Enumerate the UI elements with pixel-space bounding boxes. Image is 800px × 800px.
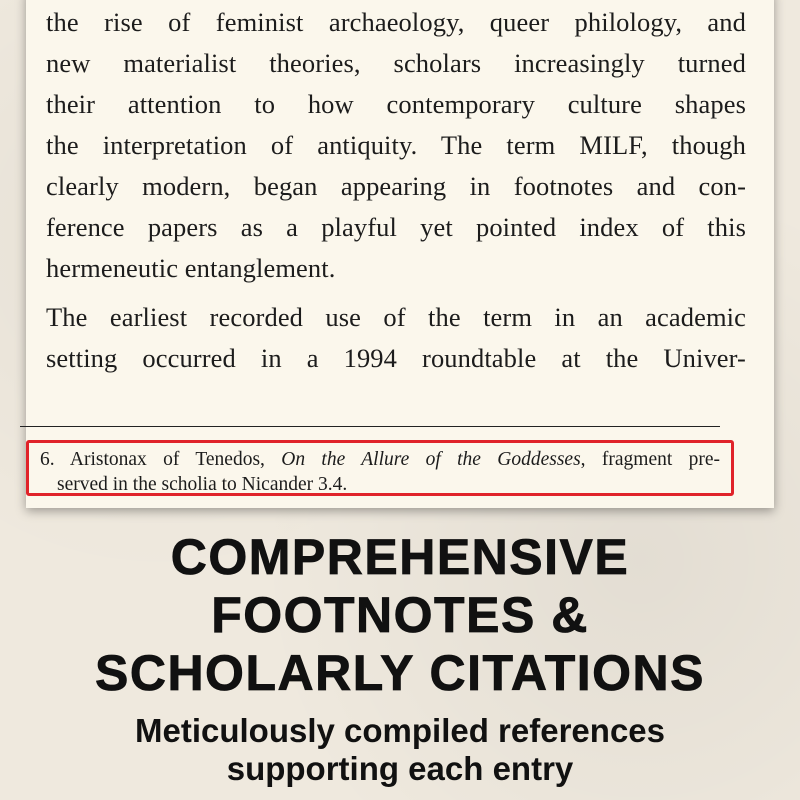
footnote-work-title: On the Allure of the Goddesses: [281, 449, 581, 470]
paragraph-line: new materialist theories, scholars increasingly turned: [46, 48, 746, 78]
paragraph-line: setting occurred in a 1994 roundtable at the Univer-: [46, 343, 746, 373]
paragraph-line: ference papers as a playful yet pointed index of this: [46, 212, 746, 242]
footnote-suffix: , fragment pre-: [580, 449, 720, 470]
footnote-line: [40, 447, 720, 472]
paragraph-line: the interpretation of antiquity. The term MILF, though: [46, 130, 746, 160]
banner-subheadline: [0, 712, 800, 788]
paragraph-line: their attention to how contemporary culture shapes: [46, 89, 746, 119]
subheadline-line: supporting each entry: [226, 750, 574, 787]
paragraph-1: [46, 2, 746, 289]
headline-line: FOOTNOTES &: [211, 587, 589, 643]
footnote-prefix: 6. Aristonax of Tenedos,: [40, 449, 282, 470]
paragraph-2: [46, 297, 746, 379]
paragraph-line: The earliest recorded use of the term in an academic: [46, 302, 746, 332]
paragraph-line: clearly modern, began appearing in footnotes and con-: [46, 171, 746, 201]
paragraph-line: the rise of feminist archaeology, queer philology, and: [46, 7, 746, 37]
subheadline-line: Meticulously compiled references: [134, 712, 665, 749]
headline-line: SCHOLARLY CITATIONS: [94, 645, 706, 701]
headline-line: COMPREHENSIVE: [170, 529, 630, 585]
footnote-6: [40, 447, 720, 497]
footnote-line: served in the scholia to Nicander 3.4.: [57, 474, 348, 495]
footnote-separator-rule: [20, 426, 720, 427]
paragraph-line: hermeneutic entanglement.: [46, 253, 336, 283]
banner-headline: [0, 528, 800, 702]
book-page: [26, 0, 774, 508]
